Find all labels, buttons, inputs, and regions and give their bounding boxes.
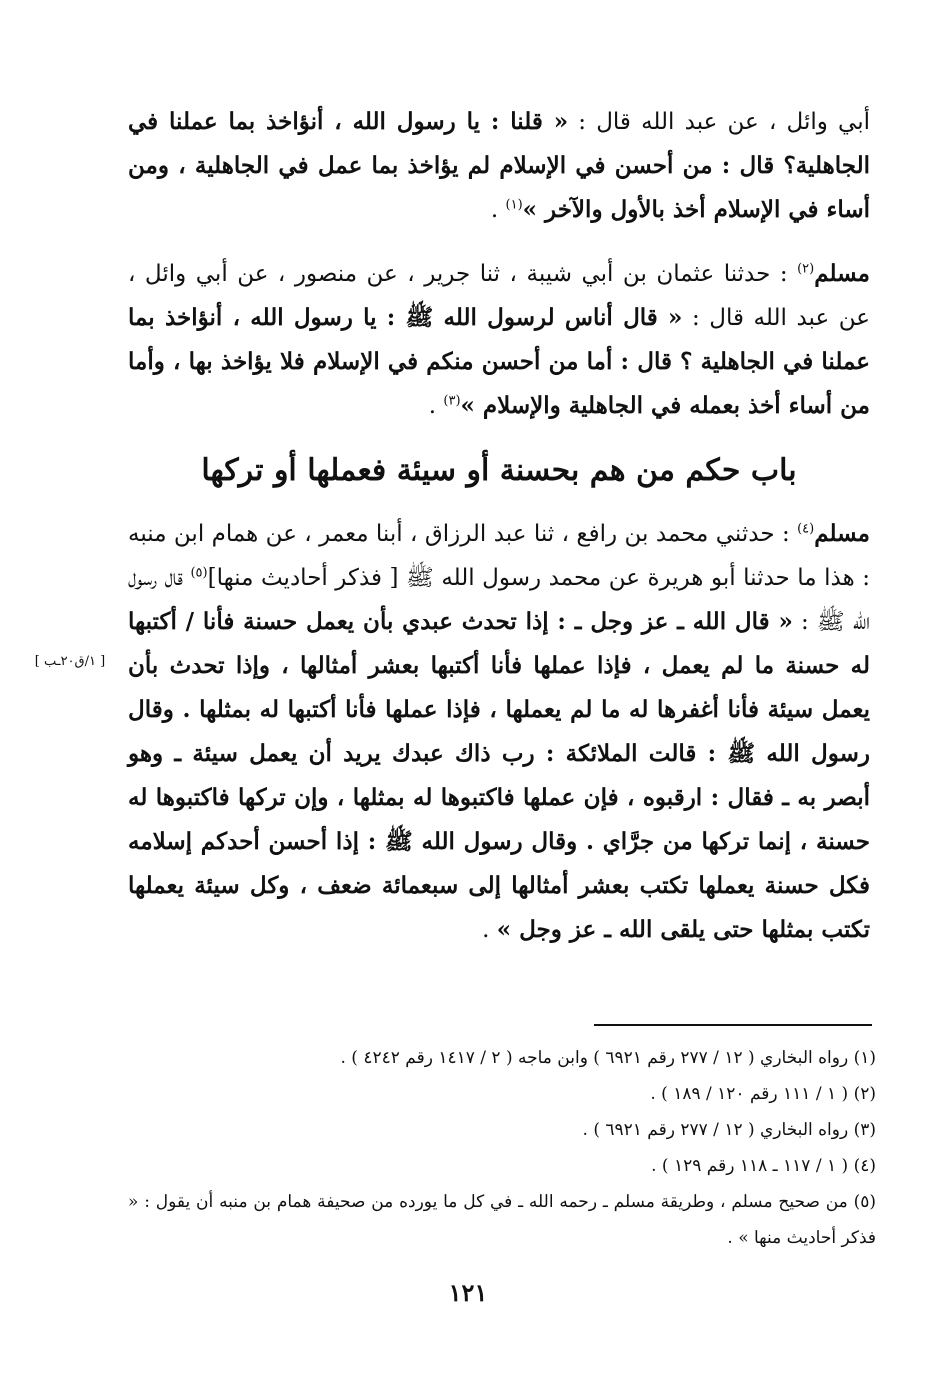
manuscript-margin-note: [ ١/ق٢٠ـب ] — [34, 654, 106, 669]
footnote-ref-1: (١) — [505, 197, 523, 213]
paragraph-2 — [128, 252, 870, 428]
footnote-ref-5: (٥) — [190, 565, 208, 581]
footnote-1: (١) رواه البخاري ( ١٢ / ٢٧٧ رقم ٦٩٢١ ) وابن ماجه ( ٢ / ١٤١٧ رقم ٤٢٤٢ ) . — [340, 1048, 876, 1068]
chapter-heading: باب حكم من هم بحسنة أو سيئة فعملها أو تركها — [201, 453, 797, 488]
paragraph-2-source: مسلم — [814, 260, 870, 287]
paragraph-3 — [128, 512, 870, 952]
footnote-ref-4: (٤) — [797, 521, 815, 537]
footnotes — [128, 1040, 876, 1256]
footnote-ref-3: (٣) — [443, 393, 461, 409]
footnote-separator — [594, 1024, 872, 1026]
footnote-ref-2: (٢) — [797, 261, 815, 277]
paragraph-3-intro: : حدثني محمد بن رافع ، ثنا عبد الرزاق ، أبنا معمر ، عن همام ابن منبه : هذا ما حدثنا أبو هريرة عن محمد رسول الله ﷺ [ فذكر أحاديث منها] — [128, 521, 870, 591]
paragraph-2-hadith: « قال أناس لرسول الله ﷺ : يا رسول الله ، أنؤاخذ بما عملنا في الجاهلية ؟ قال : أما من أحسن منكم في الإسلام فلا يؤاخذ بها ، وأما من أساء أخذ بعمله في الجاهلية والإسلام » — [128, 304, 870, 419]
footnote-4: (٤) ( ١ / ١١٧ ـ ١١٨ رقم ١٢٩ ) . — [651, 1156, 876, 1176]
footnote-5: (٥) من صحيح مسلم ، وطريقة مسلم ـ رحمه الله ـ في كل ما يورده من صحيفة همام بن منبه أن يقول : « فذكر أحاديث منها » . — [128, 1192, 876, 1248]
paragraph-3-hadith: « قال الله ـ عز وجل ـ : إذا تحدث عبدي بأن يعمل حسنة فأنا / أكتبها له حسنة ما لم يعمل ، فإذا عملها فأنا أكتبها بعشر أمثالها ، وإذا تحدث بأن يعمل سيئة فأنا أغفرها له ما لم يعملها ، فإذا عملها فأنا أكتبها له بمثلها . وقال رسول الله ﷺ : قالت الملائكة : رب ذاك عبدك يريد أن يعمل سيئة ـ وهو أبصر به ـ فقال : ارقبوه ، فإن عملها فاكتبوها له بمثلها ، وإن تركها فاكتبوها له حسنة ، إنما تركها من جرَّاي . وقال رسول الله ﷺ : إذا أحسن أحدكم إسلامه فكل حسنة يعملها تكتب بعشر أمثالها إلى سبعمائة ضعف ، وكل سيئة يعملها تكتب بمثلها حتى يلقى الله ـ عز وجل » — [128, 608, 870, 943]
page-number: ١٢١ — [448, 1278, 488, 1307]
footnote-3: (٣) رواه البخاري ( ١٢ / ٢٧٧ رقم ٦٩٢١ ) . — [582, 1120, 876, 1140]
paragraph-1-hadith: « قلنا : يا رسول الله ، أنؤاخذ بما عملنا في الجاهلية؟ قال : من أحسن في الإسلام لم يؤاخذ بما عمل في الجاهلية ، ومن أساء في الإسلام أخذ بالأول والآخر » — [128, 108, 870, 223]
paragraph-1-intro: أبي وائل ، عن عبد الله قال : — [568, 109, 870, 135]
footnote-2: (٢) ( ١ / ١١١ رقم ١٢٠ / ١٨٩ ) . — [650, 1084, 876, 1104]
paragraph-1-end: . — [490, 197, 506, 223]
paragraph-3-intro-2: قال رسول الله ﷺ : — [128, 565, 870, 635]
paragraph-1 — [128, 100, 870, 232]
paragraph-2-end: . — [428, 393, 444, 419]
paragraph-2-intro: : حدثنا عثمان بن أبي شيبة ، ثنا جرير ، عن منصور ، عن أبي وائل ، عن عبد الله قال : — [128, 261, 870, 331]
paragraph-3-end: . — [482, 917, 497, 943]
paragraph-3-source: مسلم — [814, 520, 870, 547]
